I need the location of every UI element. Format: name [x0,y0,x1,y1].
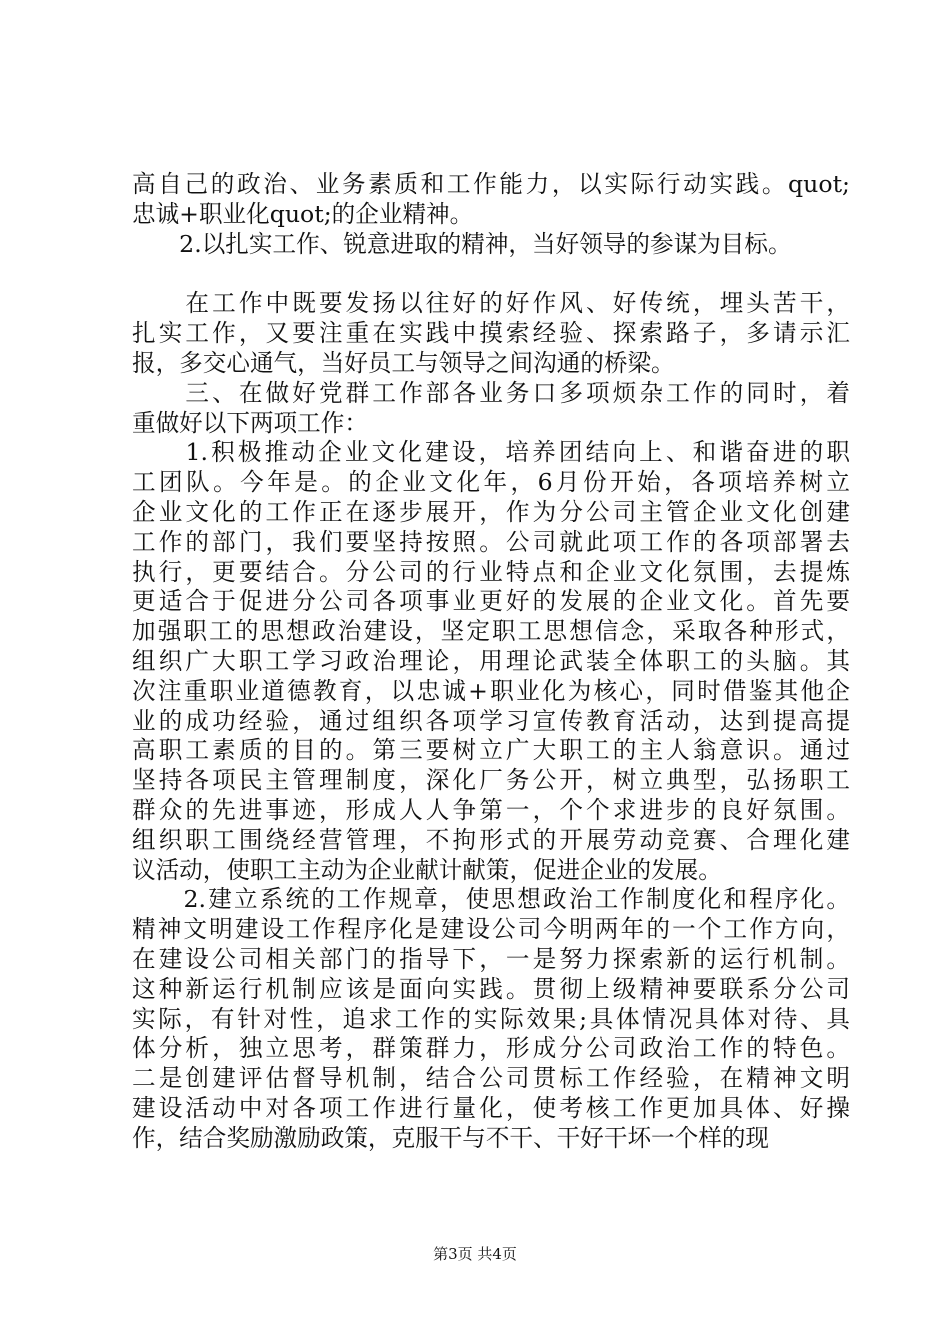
text-line: 工作的部门，我们要坚持按照。公司就此项工作的各项部署去 [132,527,850,556]
text-line: 高职工素质的目的。第三要树立广大职工的主人翁意识。通过 [132,736,850,765]
text-line: 扎实工作，又要注重在实践中摸索经验、探索路子，多请示汇 [132,319,850,348]
text-line: 建设活动中对各项工作进行量化，使考核工作更加具体、好操 [132,1093,850,1122]
document-body [132,170,850,1154]
text-line: 在工作中既要发扬以往好的好作风、好传统，埋头苦干， [132,289,850,318]
text-line: 实际，有针对性，追求工作的实际效果;具体情况具体对待、具 [132,1004,850,1033]
text-line: 三、在做好党群工作部各业务口多项烦杂工作的同时，着 [132,378,850,407]
text-line: 更适合于促进分公司各项事业更好的发展的企业文化。首先要 [132,587,850,616]
text-line: 2.建立系统的工作规章，使思想政治工作制度化和程序化。 [132,885,850,914]
text-line: 作，结合奖励激励政策，克服干与不干、干好干坏一个样的现 [132,1123,770,1152]
text-line: 忠诚+职业化quot;的企业精神。 [132,199,474,228]
text-line: 高自己的政治、业务素质和工作能力，以实际行动实践。quot; [132,170,850,198]
text-line: 执行，更要结合。分公司的行业特点和企业文化氛围，去提炼 [132,557,850,586]
text-line: 这种新运行机制应该是面向实践。贯彻上级精神要联系分公司 [132,974,850,1003]
text-line: 议活动，使职工主动为企业献计献策，促进企业的发展。 [132,855,722,884]
text-line: 工团队。今年是。的企业文化年，6月份开始，各项培养树立 [132,468,850,497]
text-line: 重做好以下两项工作： [132,408,368,437]
text-line: 精神文明建设工作程序化是建设公司今明两年的一个工作方向， [132,915,850,944]
text-line: 1.积极推动企业文化建设，培养团结向上、和谐奋进的职 [132,438,850,467]
paragraph-p3 [132,289,850,378]
text-line: 群众的先进事迹，形成人人争第一，个个求进步的良好氛围。 [132,795,850,824]
paragraph-p6 [132,885,850,1153]
text-line: 加强职工的思想政治建设，坚定职工思想信念，采取各种形式， [132,617,850,646]
page-footer: 第3页 共4页 [433,1245,517,1263]
text-line: 坚持各项民主管理制度，深化厂务公开，树立典型，弘扬职工 [132,766,850,795]
paragraph-p2 [132,230,850,260]
text-line: 业的成功经验，通过组织各项学习宣传教育活动，达到提高提 [132,706,850,735]
paragraph-p1 [132,170,850,230]
text-line: 二是创建评估督导机制，结合公司贯标工作经验，在精神文明 [132,1064,850,1093]
text-line: 在建设公司相关部门的指导下，一是努力探索新的运行机制。 [132,944,850,973]
paragraph-p5 [132,438,850,885]
text-line: 企业文化的工作正在逐步展开，作为分公司主管企业文化创建 [132,497,850,526]
paragraph-p4 [132,379,850,439]
text-line: 组织职工围绕经营管理，不拘形式的开展劳动竞赛、合理化建 [132,825,850,854]
text-line: 体分析，独立思考，群策群力，形成分公司政治工作的特色。 [132,1034,850,1063]
text-line: 2.以扎实工作、锐意进取的精神，当好领导的参谋为目标。 [132,229,792,258]
text-line: 组织广大职工学习政治理论，用理论武装全体职工的头脑。其 [132,646,850,675]
text-line: 次注重职业道德教育，以忠诚+职业化为核心，同时借鉴其他企 [132,676,850,705]
paragraph-spacer [132,259,850,289]
text-line: 报，多交心通气，当好员工与领导之间沟通的桥梁。 [132,348,675,377]
